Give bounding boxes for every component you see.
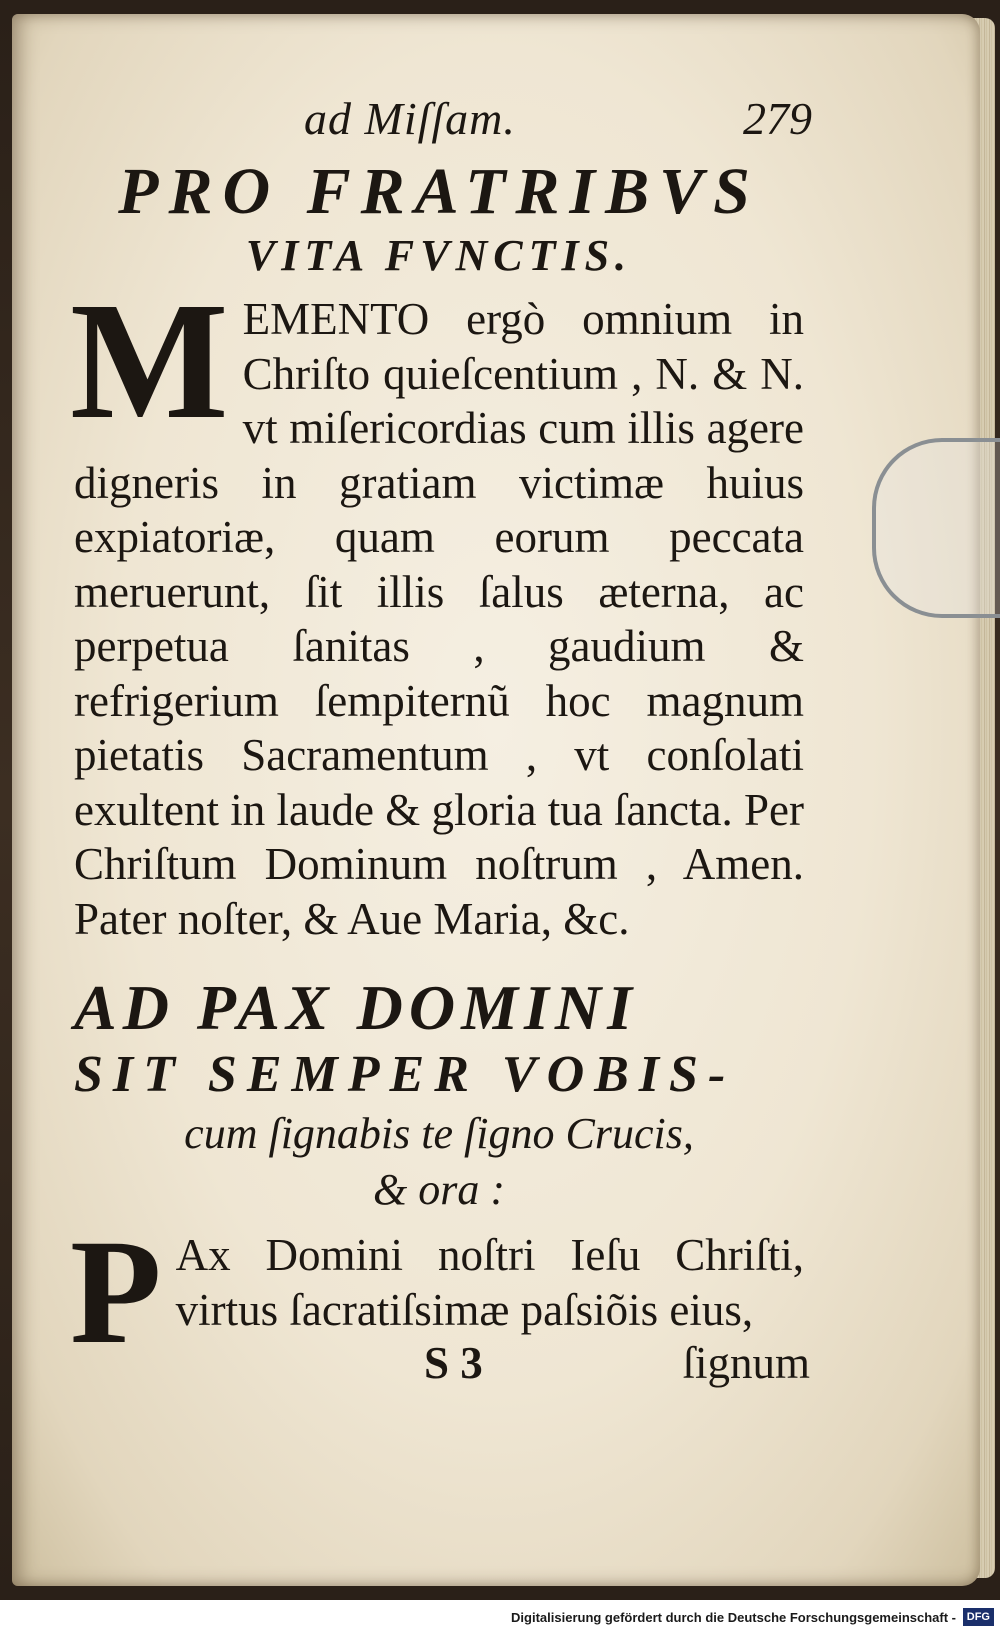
- signature-mark: S 3: [424, 1338, 483, 1388]
- credit-bar: [0, 1600, 1000, 1635]
- section-subheading: VITA FVNCTIS.: [245, 231, 633, 280]
- running-head: [74, 92, 812, 154]
- catchword: ſignum: [682, 1338, 810, 1388]
- rubric-heading: AD PAX DOMINI: [74, 972, 638, 1043]
- dfg-logo: DFG: [963, 1608, 994, 1626]
- drop-capital: M: [70, 268, 229, 454]
- drop-capital: P: [70, 1209, 162, 1375]
- section-heading: PRO FRATRIBVS: [118, 155, 760, 228]
- book-page: [12, 14, 980, 1586]
- rubric-instruction-continued: & ora :: [373, 1165, 505, 1214]
- prayer-text-1: EMENTO ergò omnium in Chriſto quieſcentium , N. & N. vt miſericordias cum illis agere digneris in gratiam victimæ huius expiatoriæ, quam eorum peccata meruerunt, ſit illis ſalus æterna, ac perpetua ſanitas , gaudium & refrigerium ſempiternũ hoc magnum pietatis Sacramentum , vt conſolati exultent in laude & gloria tua ſancta. Per Chriſtum Dominum noſtrum , Amen. Pater noſter, & Aue Maria, &c.: [74, 294, 804, 944]
- rubric-instruction: cum ſignabis te ſigno Crucis,: [184, 1109, 694, 1158]
- prayer-paragraph-1: [70, 268, 804, 946]
- page-text-block: [70, 92, 812, 1397]
- running-title: ad Miſſam.: [304, 93, 516, 144]
- prayer-text-2: Ax Domini noſtri Ieſu Chriſti, virtus ſacratiſsimæ paſsiõis eius,: [175, 1230, 804, 1335]
- rubric-heading-continued: SIT SEMPER VOBIS-: [74, 1046, 736, 1103]
- funding-credit: Digitalisierung gefördert durch die Deutsche Forschungsgemeinschaft -: [511, 1610, 956, 1625]
- folio-number: 279: [743, 93, 812, 144]
- page-footer-line: [74, 1337, 810, 1397]
- page-clip: [872, 438, 1000, 618]
